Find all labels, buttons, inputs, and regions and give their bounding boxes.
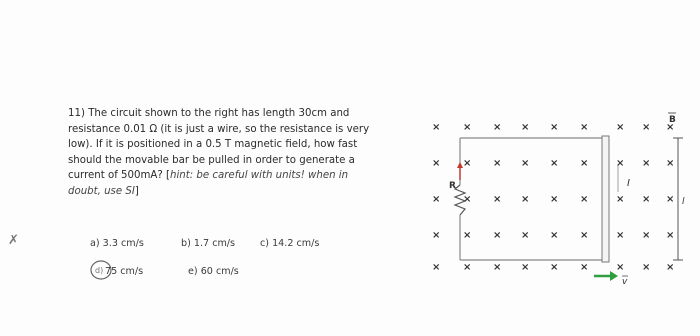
- question-hint-part-1: hint: be careful with units! when in: [170, 170, 349, 182]
- field-cross-symbol: ×: [666, 230, 675, 241]
- answer-d[interactable]: 75 cm/s: [105, 266, 144, 277]
- field-cross-symbol: ×: [432, 122, 441, 133]
- field-cross-symbol: ×: [666, 194, 675, 205]
- field-cross-symbol: ×: [616, 230, 625, 241]
- field-cross-symbol: ×: [463, 262, 472, 273]
- field-cross-symbol: ×: [493, 262, 502, 273]
- answer-a[interactable]: a) 3.3 cm/s: [90, 238, 144, 249]
- field-cross-symbol: ×: [550, 230, 559, 241]
- question-line-5-text: current of 500mA? [: [68, 170, 171, 182]
- field-cross-symbol: ×: [666, 262, 675, 273]
- field-cross-symbol: ×: [521, 122, 530, 133]
- question-line-1-text: The circuit shown to the right has length 30cm and: [88, 108, 350, 119]
- circuit-diagram: [420, 100, 690, 300]
- field-cross-symbol: ×: [580, 158, 589, 169]
- field-cross-symbol: ×: [432, 230, 441, 241]
- field-cross-symbol: ×: [463, 122, 472, 133]
- length-label: l: [682, 197, 685, 207]
- field-cross-symbol: ×: [493, 230, 502, 241]
- field-cross-symbol: ×: [642, 230, 651, 241]
- field-cross-symbol: ×: [550, 122, 559, 133]
- question-number: 11): [68, 108, 85, 119]
- field-cross-symbol: ×: [521, 262, 530, 273]
- field-cross-symbol: ×: [642, 194, 651, 205]
- field-cross-symbol: ×: [580, 230, 589, 241]
- field-cross-symbol: ×: [550, 158, 559, 169]
- svg-text:d): d): [95, 266, 104, 275]
- field-cross-symbol: ×: [642, 262, 651, 273]
- field-cross-symbol: ×: [642, 158, 651, 169]
- magnetic-field-grid: [432, 122, 674, 273]
- question-line-3: low). If it is positioned in a 0.5 T magnetic field, how fast: [68, 139, 358, 151]
- field-cross-symbol: ×: [493, 194, 502, 205]
- question-line-4: should the movable bar be pulled in order to generate a: [68, 154, 355, 166]
- handwritten-cross-mark: ✗: [8, 233, 19, 248]
- field-cross-symbol: ×: [521, 158, 530, 169]
- resistor-label: R: [449, 181, 456, 191]
- field-cross-symbol: ×: [521, 230, 530, 241]
- field-cross-symbol: ×: [616, 194, 625, 205]
- field-cross-symbol: ×: [642, 122, 651, 133]
- field-cross-symbol: ×: [463, 158, 472, 169]
- field-cross-symbol: ×: [616, 262, 625, 273]
- question-hint-close: ]: [134, 185, 139, 197]
- field-cross-symbol: ×: [666, 158, 675, 169]
- field-cross-symbol: ×: [521, 194, 530, 205]
- field-cross-symbol: ×: [550, 262, 559, 273]
- field-label: B: [669, 115, 676, 125]
- movable-bar: [602, 136, 609, 262]
- field-cross-symbol: ×: [493, 122, 502, 133]
- current-label: I: [627, 178, 630, 189]
- answer-b[interactable]: b) 1.7 cm/s: [181, 238, 236, 249]
- field-cross-symbol: ×: [432, 158, 441, 169]
- question-line-2: resistance 0.01 Ω (it is just a wire, so the resistance is very: [68, 123, 370, 135]
- answer-e[interactable]: e) 60 cm/s: [188, 266, 239, 277]
- field-cross-symbol: ×: [432, 262, 441, 273]
- field-cross-symbol: ×: [463, 230, 472, 241]
- field-cross-symbol: ×: [580, 194, 589, 205]
- field-cross-symbol: ×: [616, 122, 625, 133]
- field-cross-symbol: ×: [580, 262, 589, 273]
- field-cross-symbol: ×: [493, 158, 502, 169]
- field-cross-symbol: ×: [580, 122, 589, 133]
- field-cross-symbol: ×: [550, 194, 559, 205]
- field-cross-symbol: ×: [616, 158, 625, 169]
- field-cross-symbol: ×: [666, 122, 675, 133]
- field-cross-symbol: ×: [463, 194, 472, 205]
- velocity-label: v: [622, 277, 628, 287]
- field-cross-symbol: ×: [432, 194, 441, 205]
- answer-c[interactable]: c) 14.2 cm/s: [260, 238, 320, 249]
- question-hint-part-2: doubt, use SI: [68, 185, 135, 197]
